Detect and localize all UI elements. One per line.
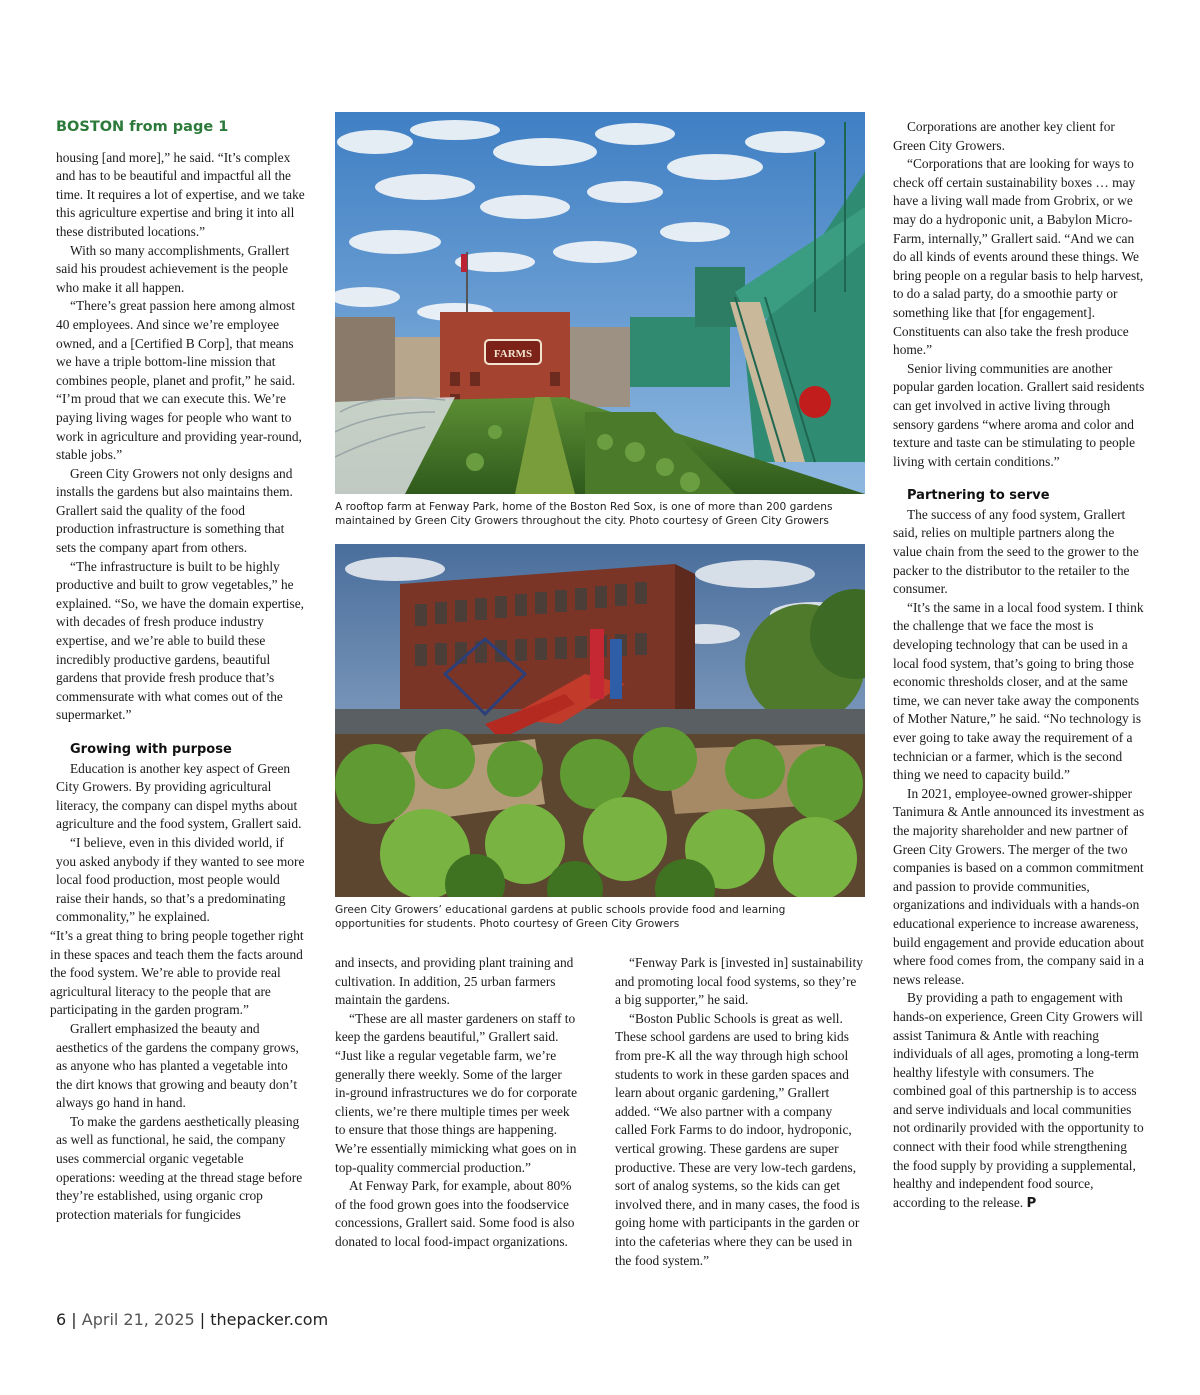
page-number: 6 — [56, 1310, 67, 1329]
publication-url[interactable]: thepacker.com — [210, 1310, 329, 1329]
footer-separator: | — [71, 1310, 77, 1329]
section-subhead: Growing with purpose — [70, 742, 232, 757]
rooftop-farm-photo — [335, 112, 865, 494]
paragraph — [893, 989, 1145, 1213]
paragraph-text: By providing a path to engagement with hands-on experience, Green City Growers will assist Tanimura & Antle with reaching individuals of all ages, promoting a long-term healthy lifestyle with consumers. The combined goal of this partnership is to access and serve individuals and local communities not ordinarily provided with the opportunity to connect with their food while strengthening the food supply by providing a supplemental, healthy and independent food source, according to the release. — [893, 990, 1144, 1210]
paragraph: Corporations are another key client for Green City Growers. — [893, 119, 1115, 153]
paragraph: Green City Growers not only designs and installs the gardens but also maintains them. Grallert said the quality of the food production infrastructure is something that sets the company apart from others. — [56, 465, 293, 556]
paragraph: To make the gardens aesthetically pleasing as well as functional, he said, the company uses commercial organic vegetable operations: weeding at the thread stage before they’re established, using organic crop protection materials for fungicides — [56, 1113, 303, 1222]
photo-caption: Green City Growers’ educational gardens at public schools provide food and learning opportunities for students. Photo courtesy of Green City Growers — [335, 904, 786, 930]
school-garden-photo — [335, 544, 865, 897]
paragraph: and insects, and providing plant training and cultivation. In addition, 25 urban farmers maintain the gardens. — [335, 955, 574, 1008]
page-footer — [56, 1310, 328, 1329]
paragraph: Education is another key aspect of Green City Growers. By providing agricultural literacy, the company can dispel myths about agriculture and the food system, Grallert said. — [56, 760, 302, 832]
paragraph: housing [and more],” he said. “It’s complex and has to be beautiful and impactful all the time. It requires a lot of expertise, and we take this agriculture expertise and bring it into all these distributed locations.” — [56, 149, 305, 239]
paragraph: Grallert emphasized the beauty and aesthetics of the gardens the company grows, as anyone who has planted a vegetable into the dirt knows that growing and beauty don’t always go hand in hand. — [56, 1020, 299, 1111]
paragraph: “Boston Public Schools is great as well. These school gardens are used to bring kids from pre-K all the way through high school students to work in these garden spaces and learn about organic gardening,” Grallert added. “We also partner with a company called Fork Farms to do indoor, hydroponic, vertical growing. These gardens are super productive. These are very low-tech gardens, sort of analog systems, so the kids can get involved there, and in many cases, the food is going home with participants in the garden or into the cafeterias where they can be used in the food system.” — [615, 1010, 860, 1268]
paragraph: At Fenway Park, for example, about 80% of the food grown goes into the foodservice concessions, Grallert said. Some food is also donated to local food-impact organizations. — [335, 1178, 575, 1249]
article-column-4 — [893, 118, 1145, 1213]
paragraph: Senior living communities are another popular garden location. Grallert said residents can get involved in active living through sensory gardens “where aroma and color and texture and taste can be stimulating to people living with certain conditions.” — [893, 360, 1145, 469]
section-subhead: Partnering to serve — [907, 488, 1050, 504]
paragraph: “It’s a great thing to bring people together right in these spaces and teach them the facts around the food system. We’re able to provide real agricultural literacy to the people that are participating in the garden program.” — [50, 927, 304, 1018]
article-column-3 — [615, 954, 865, 1270]
paragraph: “The infrastructure is built to be highly productive and built to grow vegetables,” he explained. “So, we have the domain expertise, with decades of fresh produce industry expertise, and we’re able to build these incredibly productive gardens, beautiful gardens that provide fresh produce that’s commensurate with what comes out of the supermarket.” — [56, 558, 305, 723]
paragraph: “I believe, even in this divided world, if you asked anybody if they wanted to see more local food production, most people would raise their hands, so that’s a predominating commonality,” he explained. — [56, 834, 305, 925]
farms-sign-text: FARMS — [493, 348, 533, 360]
paragraph: “Fenway Park is [invested in] sustainability and promoting local food systems, so they’re a big supporter,” he said. — [615, 955, 863, 1008]
paragraph: With so many accomplishments, Grallert said his proudest achievement is the people who make it all happen. — [56, 242, 290, 295]
continued-from-kicker: BOSTON from page 1 — [56, 119, 229, 135]
issue-date: April 21, 2025 — [81, 1310, 195, 1329]
article-column-2 — [335, 954, 580, 1252]
footer-separator: | — [199, 1310, 206, 1329]
paragraph: “It’s the same in a local food system. I think the challenge that we face the most is developing technology that can be used in a local food system, that’s going to bring those economic thresholds closer, and at the same time, we can never take away the components of Mother Nature,” he said. “No technology is ever going to take away the requirement of a technician or a farmer, which is the second thing we need to capacity build.” — [893, 599, 1144, 783]
paragraph: In 2021, employee-owned grower-shipper Tanimura & Antle announced its investment as the majority shareholder and new partner of Green City Growers. The merger of the two companies is based on a common commitment and passion to provide communities, organizations and individuals with a hands-on educational experience to increase awareness, build engagement and provide education about where food comes from, the company said in a news release. — [893, 785, 1145, 987]
photo-caption: A rooftop farm at Fenway Park, home of the Boston Red Sox, is one of more than 200 gardens maintained by Green City Growers throughout the city. Photo courtesy of Green City Growers — [335, 501, 833, 527]
paragraph: “These are all master gardeners on staff to keep the gardens beautiful,” Grallert said. “Just like a regular vegetable farm, we’re generally there weekly. Some of the larger in-ground infrastructures we do for corporate clients, we’re there multiple times per week to ensure that those things are happening. We’re essentially mimicking what goes on in top-quality commercial production.” — [335, 1010, 578, 1175]
end-mark: P — [1026, 1195, 1037, 1211]
paragraph: “Corporations that are looking for ways to check off certain sustainability boxes … may have a living wall made from Grobrix, or we may do a hydroponic unit, a Babylon Micro-Farm, internally,” Grallert said. “And we can do all kinds of events around these things. We bring people on a regular basis to help harvest, to do a salad party, do a smoothie party or something like that [for engagement]. Constituents can also take the fresh produce home.” — [893, 156, 1144, 358]
paragraph: The success of any food system, Grallert said, relies on multiple partners along the value chain from the seed to the grower to the packer to the distributor to the retailer to the consumer. — [893, 506, 1139, 597]
article-column-1 — [50, 118, 306, 1224]
paragraph: “There’s great passion here among almost 40 employees. And since we’re employee owned, and a [Certified B Corp], that means we have a triple bottom-line mission that combines people, planet and profit,” he said. “I’m proud that we can execute this. We’re paying living wages for people who want to work in agriculture and providing year-round, stable jobs.” — [56, 298, 302, 463]
